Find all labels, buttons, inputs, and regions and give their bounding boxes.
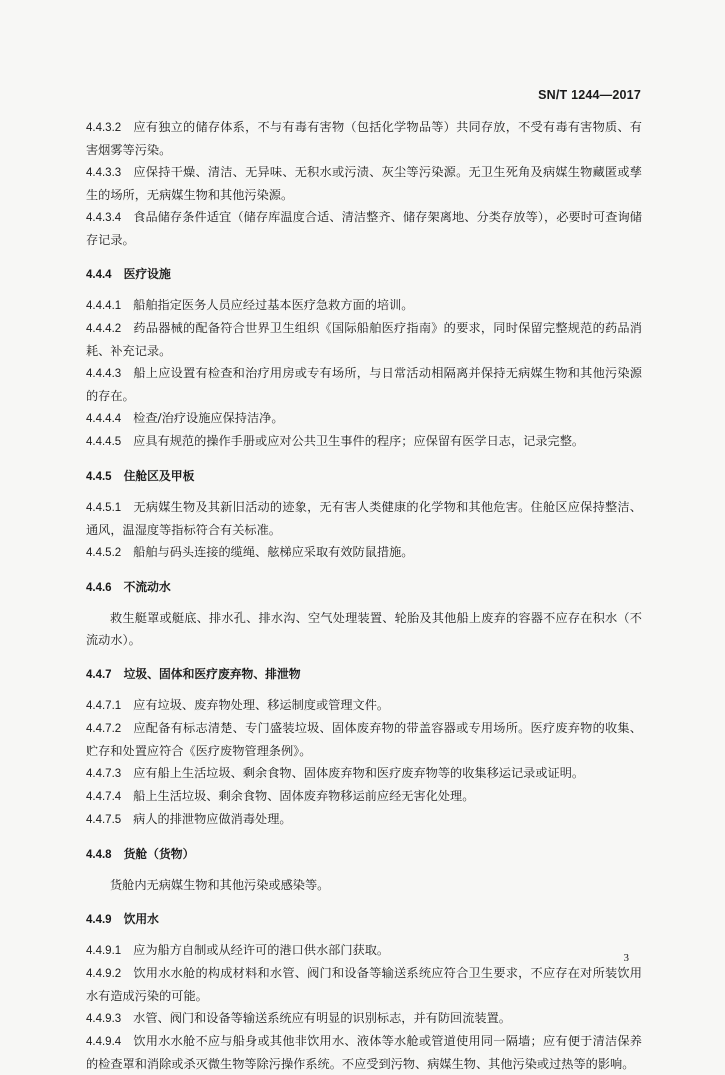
clause-paragraph [86,541,642,564]
document-body [86,116,642,1075]
clause-paragraph [86,294,642,317]
clause-text: 应具有规范的操作手册或应对公共卫生事件的程序；应保留有医学日志，记录完整。 [133,434,585,448]
clause-text: 应保持干燥、清洁、无异味、无积水或污渍、灰尘等污染源。无卫生死角及病媒生物藏匿或孳生的场所，无病媒生物和其他污染源。 [86,165,642,202]
section-heading [86,908,642,931]
clause-text: 不流动水 [123,580,171,594]
document-code: SN/T 1244—2017 [538,88,641,102]
clause-number: 4.4.5.2 [86,547,122,559]
clause-number: 4.4.4.5 [86,436,122,448]
clause-number: 4.4.7.5 [86,814,122,826]
section-heading [86,465,642,488]
section-heading [86,663,642,686]
clause-number: 4.4.5.1 [86,502,122,514]
clause-number: 4.4.7.2 [86,723,122,735]
clause-number: 4.4.3.4 [86,212,122,224]
clause-number: 4.4.7 [86,669,112,681]
clause-paragraph [86,785,642,808]
clause-paragraph [86,430,642,453]
clause-text: 船上应设置有检查和治疗用房或专有场所，与日常活动相隔离并保持无病媒生物和其他污染源的存在。 [86,366,642,403]
clause-paragraph [86,939,642,962]
clause-number: 4.4.8 [86,849,112,861]
clause-text: 药品器械的配备符合世界卫生组织《国际船舶医疗指南》的要求，同时保留完整规范的药品消耗、补充记录。 [86,321,642,358]
clause-paragraph [86,116,642,161]
clause-paragraph [86,496,642,541]
clause-text: 饮用水水舱不应与船身或其他非饮用水、液体等水舱或管道使用同一隔墙；应有便于清洁保养的检查罩和消除或杀灭微生物等除污操作系统。不应受到污物、病媒生物、其他污染或过热等的影响。 [86,1034,642,1071]
clause-number: 4.4.7.3 [86,768,122,780]
clause-text: 病人的排泄物应做消毒处理。 [133,812,292,826]
clause-number: 4.4.5 [86,471,112,483]
clause-text: 应为船方自制或从经许可的港口供水部门获取。 [133,943,390,957]
clause-number: 4.4.4.1 [86,300,122,312]
clause-paragraph [86,962,642,1007]
clause-text: 医疗设施 [123,267,171,281]
clause-text: 应有独立的储存体系，不与有毒有害物（包括化学物品等）共同存放，不受有毒有害物质、有害烟雾等污染。 [86,120,642,157]
clause-paragraph [86,1030,642,1075]
clause-text: 水管、阀门和设备等输送系统应有明显的识别标志，并有防回流装置。 [133,1011,511,1025]
clause-number: 4.4.7.4 [86,791,122,803]
clause-number: 4.4.3.2 [86,122,122,134]
clause-paragraph [86,762,642,785]
clause-number: 4.4.4.2 [86,323,122,335]
section-heading [86,843,642,866]
clause-number: 4.4.6 [86,582,112,594]
clause-text: 应有船上生活垃圾、剩余食物、固体废弃物和医疗废弃物等的收集移运记录或证明。 [133,766,585,780]
clause-paragraph [86,808,642,831]
clause-text: 应配备有标志清楚、专门盛装垃圾、固体废弃物的带盖容器或专用场所。医疗废弃物的收集、贮存和处置应符合《医疗废物管理条例》。 [86,721,642,758]
clause-text: 救生艇罩或艇底、排水孔、排水沟、空气处理装置、轮胎及其他船上废弃的容器不应存在积水（不流动水）。 [86,611,642,647]
clause-paragraph [86,407,642,430]
clause-number: 4.4.4 [86,269,112,281]
clause-text: 无病媒生物及其新旧活动的迹象，无有害人类健康的化学物和其他危害。住舱区应保持整洁、通风，温湿度等指标符合有关标准。 [86,500,642,537]
clause-number: 4.4.9.3 [86,1013,122,1025]
section-heading [86,576,642,599]
clause-number: 4.4.9.1 [86,945,122,957]
page-number: 3 [623,952,629,964]
clause-text: 船舶与码头连接的缆绳、舷梯应采取有效防鼠措施。 [133,545,414,559]
clause-number: 4.4.4.3 [86,368,122,380]
clause-number: 4.4.9.2 [86,968,122,980]
clause-text: 食品储存条件适宜（储存库温度合适、清洁整齐、储存架离地、分类存放等），必要时可查询储存记录。 [86,210,642,247]
clause-text: 应有垃圾、废弃物处理、移运制度或管理文件。 [133,698,390,712]
clause-text: 船上生活垃圾、剩余食物、固体废弃物移运前应经无害化处理。 [133,789,475,803]
clause-text: 饮用水水舱的构成材料和水管、阀门和设备等输送系统应符合卫生要求，不应存在对所装饮用水有造成污染的可能。 [86,966,642,1003]
clause-text: 住舱区及甲板 [123,469,195,483]
clause-text: 检查/治疗设施应保持洁净。 [133,411,284,425]
clause-number: 4.4.9.4 [86,1036,122,1048]
clause-number: 4.4.7.1 [86,700,122,712]
clause-paragraph [86,694,642,717]
clause-text: 货舱内无病媒生物和其他污染或感染等。 [110,878,330,892]
clause-number: 4.4.4.4 [86,413,122,425]
clause-text: 货舱（货物） [123,847,195,861]
clause-paragraph [86,206,642,251]
body-paragraph [86,607,642,651]
clause-paragraph [86,317,642,362]
body-paragraph [86,874,642,896]
clause-paragraph [86,1007,642,1030]
clause-text: 船舶指定医务人员应经过基本医疗急救方面的培训。 [133,298,414,312]
clause-paragraph [86,362,642,407]
clause-paragraph [86,161,642,206]
clause-number: 4.4.3.3 [86,167,122,179]
section-heading [86,263,642,286]
clause-number: 4.4.9 [86,914,112,926]
clause-text: 垃圾、固体和医疗废弃物、排泄物 [123,667,301,681]
clause-text: 饮用水 [123,912,159,926]
clause-paragraph [86,717,642,762]
